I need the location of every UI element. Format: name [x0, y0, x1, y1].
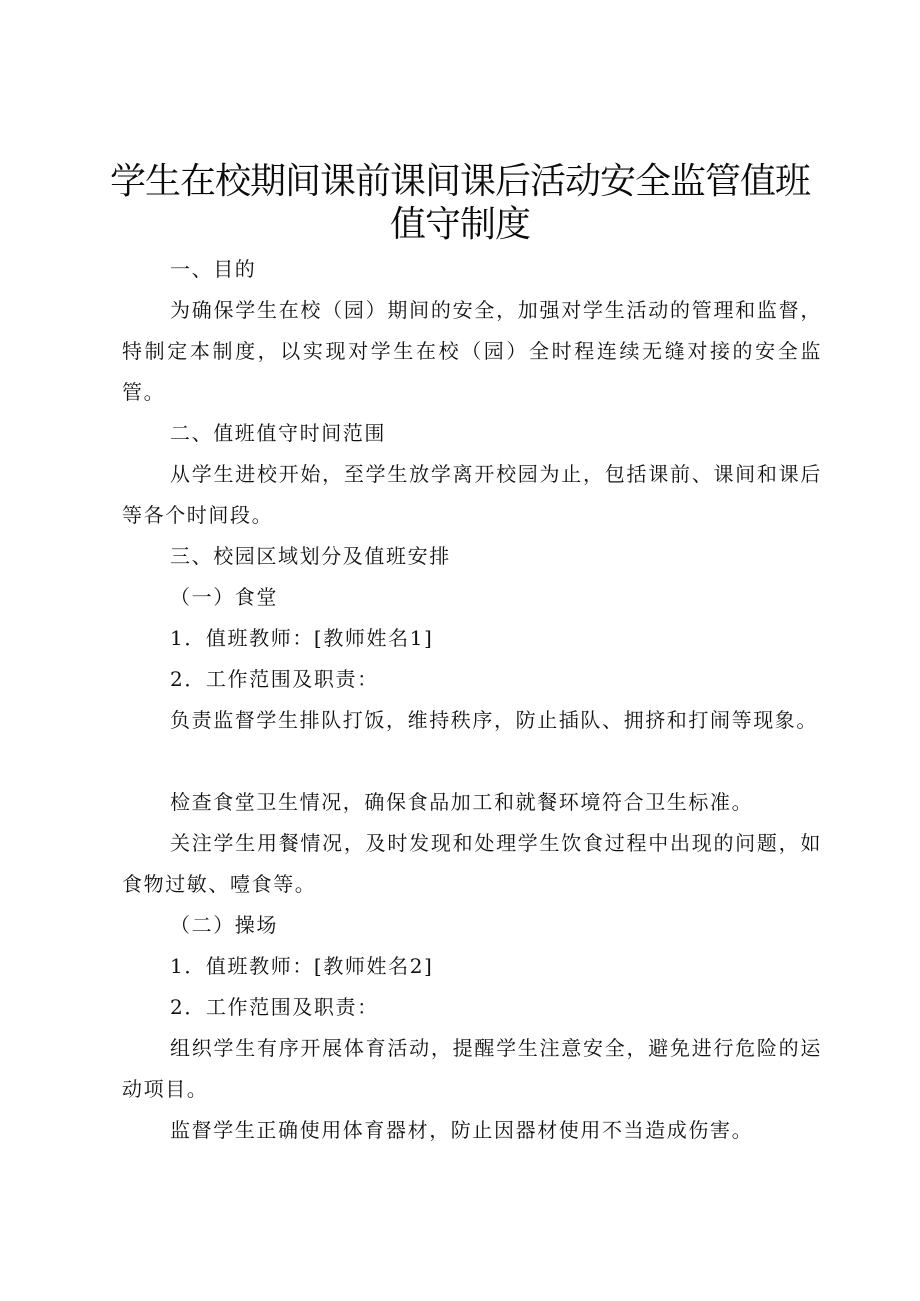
subsection1-item1: 1．值班教师：[教师姓名1]: [170, 626, 434, 650]
section2-heading: 二、值班值守时间范围: [170, 421, 386, 445]
section3-heading: 三、校园区域划分及值班安排: [170, 544, 451, 568]
section2-paragraph: 从学生进校开始，至学生放学离开校园为止，包括课前、课间和课后等各个时间段。: [122, 462, 822, 527]
subsection2-item2: 2．工作范围及职责：: [170, 995, 379, 1019]
document-title-line1: 学生在校期间课前课间课后活动安全监管值班: [109, 161, 810, 202]
subsection1-heading: （一）食堂: [170, 585, 278, 609]
subsection1-item2: 2．工作范围及职责：: [170, 667, 379, 691]
section1-heading: 一、目的: [170, 257, 257, 281]
section1-paragraph: 为确保学生在校（园）期间的安全，加强对学生活动的管理和监督，特制定本制度，以实现对学生在校（园）全时程连续无缝对接的安全监管。: [122, 298, 822, 404]
subsection2-item1: 1．值班教师：[教师姓名2]: [170, 954, 434, 978]
subsection1-paragraph1: 负责监督学生排队打饭，维持秩序，防止插队、拥挤和打闹等现象。: [170, 708, 818, 732]
document-title-line2: 值守制度: [389, 204, 530, 245]
subsection2-paragraph1: 组织学生有序开展体育活动，提醒学生注意安全，避免进行危险的运动项目。: [122, 1036, 822, 1101]
subsection2-heading: （二）操场: [170, 913, 278, 937]
subsection2-paragraph2: 监督学生正确使用体育器材，防止因器材使用不当造成伤害。: [170, 1118, 754, 1142]
subsection1-paragraph2: 检查食堂卫生情况，确保食品加工和就餐环境符合卫生标准。: [170, 790, 754, 814]
subsection1-paragraph3: 关注学生用餐情况，及时发现和处理学生饮食过程中出现的问题，如食物过敏、噎食等。: [122, 831, 822, 896]
